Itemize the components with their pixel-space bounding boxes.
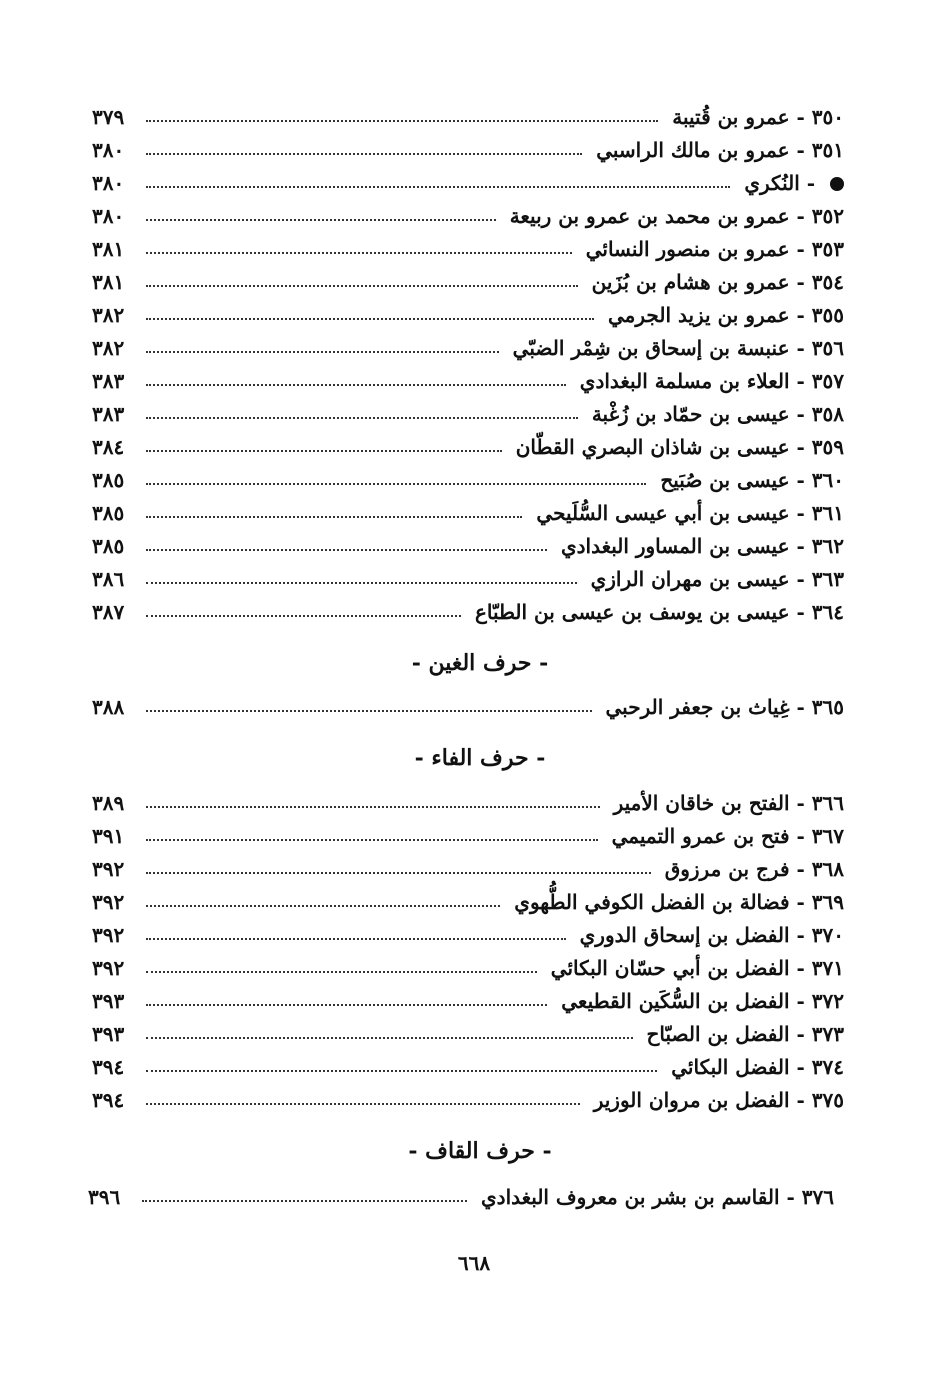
entry-page-number: ٣٧٩: [92, 104, 125, 129]
entry-name: ٣٥٦ - عنبسة بن إسحاق بن شِمْر الضبّي: [512, 335, 844, 360]
dot-leader: [146, 120, 658, 122]
entry-name: ٣٦٤ - عيسى بن يوسف بن عيسى بن الطبّاع: [474, 599, 844, 624]
entry-name: ٣٦٨ - فرج بن مرزوق: [664, 856, 844, 881]
entry-page-number: ٣٩٤: [92, 1087, 125, 1112]
entry-name: ٣٧٤ - الفضل البكائي: [671, 1054, 844, 1079]
entry-name: ٣٥٣ - عمرو بن منصور النسائي: [585, 236, 844, 261]
dot-leader: [146, 905, 500, 907]
entry-name: ٣٧٣ - الفضل بن الصبّاح: [646, 1021, 844, 1046]
dot-leader: [146, 872, 651, 874]
entry-page-number: ٣٨٠: [92, 137, 125, 162]
dot-leader: [146, 1004, 547, 1006]
entry-page-number: ٣٨٨: [92, 694, 125, 719]
entry-page-number: ٣٩٣: [92, 1021, 125, 1046]
dot-leader: [146, 549, 547, 551]
index-entry: [92, 529, 844, 562]
index-entry: [92, 430, 844, 463]
index-entry: [92, 463, 844, 496]
entry-page-number: ٣٩٢: [92, 856, 125, 881]
section-heading-qaf: - حرف القاف -: [408, 1138, 552, 1164]
dot-leader: [146, 516, 522, 518]
entry-name: ٣٦٥ - غِياث بن جعفر الرحبي: [605, 694, 844, 719]
dot-leader: [146, 318, 594, 320]
entry-page-number: ٣٨٥: [92, 467, 125, 492]
index-entry: [92, 885, 844, 918]
index-entry: [88, 1180, 834, 1213]
dot-leader: [146, 839, 598, 841]
dot-leader: [146, 417, 578, 419]
index-entry: [92, 199, 844, 232]
entry-page-number: ٣٩٢: [92, 889, 125, 914]
dot-leader: [142, 1200, 467, 1202]
index-entry: [92, 331, 844, 364]
dot-leader: [146, 938, 566, 940]
index-entry: [92, 133, 844, 166]
dot-leader: [146, 1103, 580, 1105]
entry-page-number: ٣٨٢: [92, 335, 125, 360]
index-entry: [92, 786, 844, 819]
index-entry: [92, 1083, 844, 1116]
entry-page-number: ٣٨٧: [92, 599, 125, 624]
entry-page-number: ٣٨٣: [92, 368, 125, 393]
dot-leader: [146, 1037, 633, 1039]
dot-leader: [146, 483, 646, 485]
entry-page-number: ٣٨٠: [92, 170, 125, 195]
entry-name: ٣٧١ - الفضل بن أبي حسّان البكائي: [550, 955, 844, 980]
entry-name: ٣٦٧ - فتح بن عمرو التميمي: [611, 823, 844, 848]
dot-leader: [146, 186, 730, 188]
index-entry: [92, 232, 844, 265]
dot-leader: [146, 153, 582, 155]
dot-leader: [146, 971, 537, 973]
dot-leader: [146, 1070, 657, 1072]
entry-page-number: ٣٩٣: [92, 988, 125, 1013]
entry-page-number: ٣٨٩: [92, 790, 125, 815]
index-entry: [92, 1050, 844, 1083]
entry-page-number: ٣٨٥: [92, 500, 125, 525]
entry-name: ٣٧٦ - القاسم بن بشر بن معروف البغدادي: [481, 1184, 834, 1209]
dot-leader: [146, 219, 496, 221]
index-entry: [92, 690, 844, 723]
bullet-icon: [830, 177, 844, 191]
index-entry: [92, 496, 844, 529]
entry-name: ٣٦٢ - عيسى بن المساور البغدادي: [560, 533, 844, 558]
entry-page-number: ٣٨٣: [92, 401, 125, 426]
entry-name: ٣٦١ - عيسى بن أبي عيسى السُّلَيحي: [536, 500, 844, 525]
dot-leader: [146, 252, 572, 254]
entry-page-number: ٣٨١: [92, 269, 125, 294]
section-heading-fa: - حرف الفاء -: [414, 745, 546, 771]
index-entry: [92, 852, 844, 885]
index-entry: [92, 562, 844, 595]
index-entry: [92, 819, 844, 852]
index-entry: [92, 100, 844, 133]
entry-name: ٣٥١ - عمرو بن مالك الراسبي: [596, 137, 844, 162]
entry-page-number: ٣٩٦: [88, 1184, 121, 1209]
entry-name: ٣٧٢ - الفضل بن السُّكَين القطيعي: [561, 988, 844, 1013]
entry-name: ٣٥٧ - العلاء بن مسلمة البغدادي: [579, 368, 844, 393]
entry-name: ٣٧٠ - الفضل بن إسحاق الدوري: [579, 922, 844, 947]
entry-page-number: ٣٨٤: [92, 434, 125, 459]
dot-leader: [146, 450, 502, 452]
entry-name: ٣٦٣ - عيسى بن مهران الرازي: [590, 566, 844, 591]
entry-page-number: ٣٩٢: [92, 955, 125, 980]
index-entry: [92, 595, 844, 628]
dot-leader: [146, 351, 499, 353]
entry-name: ٣٦٩ - فضالة بن الفضل الكوفي الطُّهوي: [514, 889, 844, 914]
dot-leader: [146, 384, 566, 386]
entry-page-number: ٣٨٥: [92, 533, 125, 558]
index-entry: [92, 265, 844, 298]
dot-leader: [146, 710, 592, 712]
index-entry: [92, 298, 844, 331]
entry-name: ٣٥٥ - عمرو بن يزيد الجرمي: [608, 302, 844, 327]
entry-page-number: ٣٨٦: [92, 566, 125, 591]
index-entry: [92, 951, 844, 984]
dot-leader: [146, 806, 600, 808]
index-entry: [92, 166, 844, 199]
index-entry: [92, 397, 844, 430]
dot-leader: [146, 285, 578, 287]
entry-name: ٣٥٨ - عيسى بن حمّاد بن زُغْبة: [591, 401, 844, 426]
entry-page-number: ٣٩٢: [92, 922, 125, 947]
entry-page-number: ٣٩١: [92, 823, 125, 848]
entry-name: ٣٥٢ - عمرو بن محمد بن عمرو بن ربيعة: [509, 203, 844, 228]
index-entry: [92, 918, 844, 951]
section-heading-ghain: - حرف الغين -: [411, 650, 549, 676]
index-entry: [92, 984, 844, 1017]
dot-leader: [146, 615, 461, 617]
entry-name: ٣٧٥ - الفضل بن مروان الوزير: [593, 1087, 844, 1112]
dot-leader: [146, 582, 577, 584]
entry-name: ٣٥٠ - عمرو بن قُتيبة: [672, 104, 844, 129]
entry-name: ٣٥٤ - عمرو بن هشام بن بُزَين: [591, 269, 844, 294]
entry-name: - النُكري: [744, 171, 844, 195]
entry-page-number: ٣٨٠: [92, 203, 125, 228]
page-number: ٦٦٨: [457, 1251, 491, 1275]
index-entry: [92, 364, 844, 397]
entry-name: ٣٦٦ - الفتح بن خاقان الأمير: [613, 790, 844, 815]
entry-name: ٣٥٩ - عيسى بن شاذان البصري القطّان: [515, 434, 844, 459]
entry-page-number: ٣٩٤: [92, 1054, 125, 1079]
entry-name: ٣٦٠ - عيسى بن صُبَيح: [660, 467, 844, 492]
entry-page-number: ٣٨٢: [92, 302, 125, 327]
entry-page-number: ٣٨١: [92, 236, 125, 261]
index-entry: [92, 1017, 844, 1050]
